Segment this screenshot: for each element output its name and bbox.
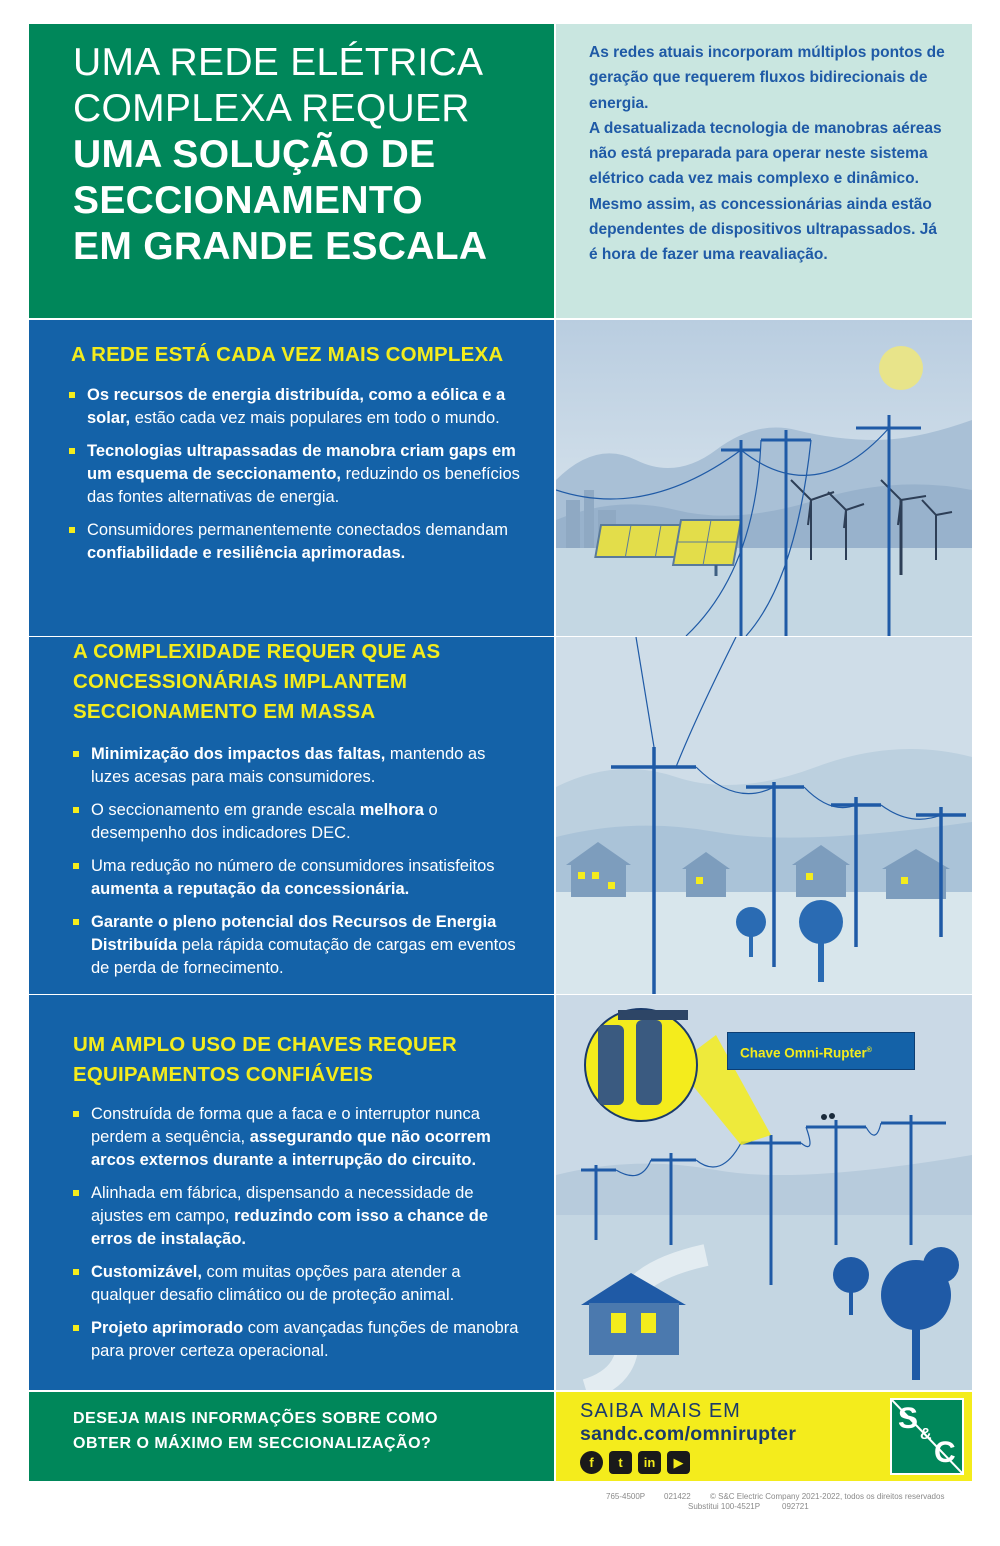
logo-letter: S bbox=[898, 1402, 919, 1435]
bold-text: reduzindo com isso a chance de erros de instalação. bbox=[91, 1207, 489, 1248]
illustration-renewables bbox=[556, 320, 972, 636]
bold-text: Os recursos de energia distribuída, como a eólica e a solar, bbox=[87, 386, 506, 427]
town-scene bbox=[556, 637, 972, 994]
section-reliable-equipment bbox=[29, 995, 554, 1390]
item-text: Consumidores permanentemente conectados demandam bbox=[87, 521, 508, 539]
bullet-list bbox=[73, 743, 523, 990]
item-text: reduzindo os benefícios das fontes alternativas de energia. bbox=[87, 465, 520, 506]
title-line: COMPLEXA REQUER bbox=[73, 87, 470, 130]
list-item bbox=[69, 519, 529, 565]
bold-text: assegurando que não ocorrem arcos externos durante a interrupção do circuito. bbox=[91, 1128, 491, 1169]
linkedin-icon[interactable]: in bbox=[638, 1451, 661, 1474]
omni-rupter-callout bbox=[727, 1032, 915, 1070]
copyright-text: © S&C Electric Company 2021-2022, todos os direitos reservados bbox=[710, 1492, 945, 1501]
list-item bbox=[73, 1103, 523, 1172]
logo-letter: C bbox=[934, 1436, 956, 1469]
cta-text bbox=[73, 1406, 438, 1456]
twitter-icon[interactable]: t bbox=[609, 1451, 632, 1474]
heading-line: UM AMPLO USO DE CHAVES REQUER bbox=[73, 1033, 457, 1056]
website-link[interactable]: sandc.com/omnirupter bbox=[580, 1423, 797, 1445]
list-item bbox=[73, 1261, 523, 1307]
youtube-icon[interactable]: ▶ bbox=[667, 1451, 690, 1474]
title-line-bold: UMA SOLUÇÃO DE bbox=[73, 133, 436, 176]
section-grid-complex bbox=[29, 320, 554, 636]
facebook-icon[interactable]: f bbox=[580, 1451, 603, 1474]
list-item bbox=[69, 440, 529, 509]
list-item bbox=[73, 1182, 523, 1251]
section-heading bbox=[73, 637, 440, 727]
list-item bbox=[73, 799, 523, 845]
list-item bbox=[73, 1317, 523, 1363]
title-line-bold: EM GRANDE ESCALA bbox=[73, 225, 488, 268]
bold-text: Minimização dos impactos das faltas, bbox=[91, 745, 386, 763]
callout-label: Chave Omni-Rupter bbox=[740, 1045, 867, 1061]
footer-links-panel bbox=[556, 1392, 972, 1481]
replaces-text: Substitui 100-4521P bbox=[688, 1502, 761, 1511]
item-text: estão cada vez mais populares em todo o mundo. bbox=[130, 409, 500, 427]
intro-paragraph: A desatualizada tecnologia de manobras aéreas não está preparada para operar neste sistema elétrico cada vez mais complexo e dinâmico. Mesmo assim, as concessionárias ainda estão dependentes de dispositivos ultrapassados. Já é hora de fazer uma reavaliação. bbox=[589, 119, 942, 264]
illustration-town bbox=[556, 637, 972, 994]
header-intro-panel bbox=[556, 24, 972, 318]
item-text: pela rápida comutação de cargas em eventos de perda de fornecimento. bbox=[91, 936, 516, 977]
learn-more-label: SAIBA MAIS EM bbox=[580, 1400, 741, 1422]
illustration-switch bbox=[556, 995, 972, 1390]
sun-icon bbox=[879, 346, 923, 390]
bold-text: Projeto aprimorado bbox=[91, 1319, 244, 1337]
bold-text: aumenta a reputação da concessionária. bbox=[91, 880, 410, 898]
list-item bbox=[69, 384, 529, 430]
section-heading: A REDE ESTÁ CADA VEZ MAIS COMPLEXA bbox=[71, 343, 504, 366]
renewables-scene bbox=[556, 320, 972, 636]
bold-text: Customizável, bbox=[91, 1263, 202, 1281]
section-mass-sectionalizing bbox=[29, 637, 554, 994]
social-links bbox=[580, 1451, 690, 1474]
bold-text: Garante o pleno potencial dos Recursos de Energia Distribuída bbox=[91, 913, 497, 954]
registered-mark: ® bbox=[866, 1047, 872, 1054]
bold-text: Tecnologias ultrapassadas de manobra criam gaps em um esquema de seccionamento, bbox=[87, 442, 516, 483]
heading-line: A COMPLEXIDADE REQUER QUE AS bbox=[73, 640, 441, 663]
intro-paragraph: As redes atuais incorporam múltiplos pontos de geração que requerem fluxos bidirecionais de energia. bbox=[589, 44, 945, 112]
doc-number: 765-4500P bbox=[606, 1492, 646, 1501]
list-item bbox=[73, 855, 523, 901]
item-text: com avançadas funções de manobra para prover certeza operacional. bbox=[91, 1319, 519, 1360]
footer-cta-panel bbox=[29, 1392, 554, 1481]
bullet-list bbox=[69, 384, 529, 575]
switch-closeup bbox=[585, 1009, 697, 1121]
page-title bbox=[73, 40, 487, 270]
replaces-date: 092721 bbox=[782, 1502, 809, 1511]
doc-date: 021422 bbox=[664, 1492, 691, 1501]
heading-line: SECCIONAMENTO EM MASSA bbox=[73, 700, 376, 723]
cta-line: OBTER O MÁXIMO EM SECCIONALIZAÇÃO? bbox=[73, 1435, 432, 1452]
item-text: mantendo as luzes acesas para mais consumidores. bbox=[91, 745, 486, 786]
bullet-list bbox=[73, 1103, 523, 1373]
intro-text bbox=[589, 40, 949, 268]
sandc-logo bbox=[890, 1398, 964, 1475]
heading-line: CONCESSIONÁRIAS IMPLANTEM bbox=[73, 670, 408, 693]
item-text: Uma redução no número de consumidores insatisfeitos bbox=[91, 857, 495, 875]
item-text: Alinhada em fábrica, dispensando a necessidade de ajustes em campo, bbox=[91, 1184, 474, 1225]
item-text: com muitas opções para atender a qualquer desafio climático ou de proteção animal. bbox=[91, 1263, 461, 1304]
item-text: o desempenho dos indicadores DEC. bbox=[91, 801, 438, 842]
item-text: Construída de forma que a faca e o interruptor nunca perdem a sequência, bbox=[91, 1105, 480, 1146]
cta-line: DESEJA MAIS INFORMAÇÕES SOBRE COMO bbox=[73, 1410, 438, 1427]
title-line: UMA REDE ELÉTRICA bbox=[73, 41, 484, 84]
item-text: O seccionamento em grande escala bbox=[91, 801, 360, 819]
heading-line: EQUIPAMENTOS CONFIÁVEIS bbox=[73, 1063, 373, 1086]
header-title-panel bbox=[29, 24, 554, 318]
section-heading bbox=[73, 1030, 457, 1090]
title-line-bold: SECCIONAMENTO bbox=[73, 179, 423, 222]
logo-ampersand: & bbox=[920, 1426, 932, 1443]
list-item bbox=[73, 743, 523, 789]
list-item bbox=[73, 911, 523, 980]
bold-text: confiabilidade e resiliência aprimoradas. bbox=[87, 544, 406, 562]
bold-text: melhora bbox=[359, 801, 424, 819]
